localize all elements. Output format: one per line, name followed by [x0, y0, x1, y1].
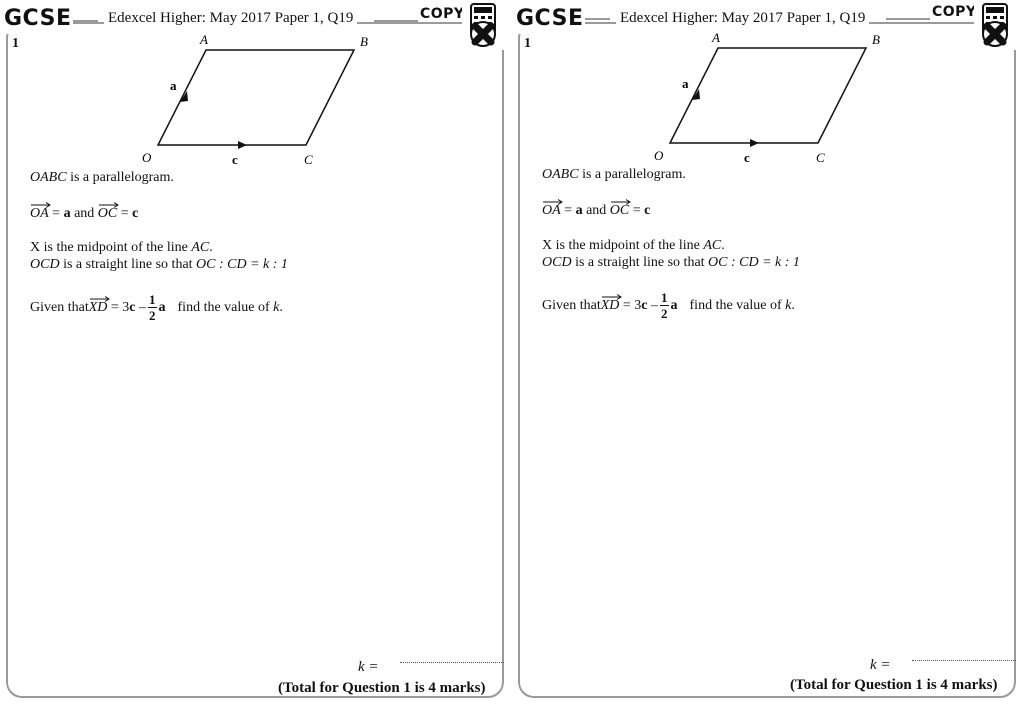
vector-oc: OC — [98, 206, 117, 222]
gcse-logo: GCSE — [4, 4, 73, 34]
statement-straight-line: OCD is a straight line so that OC : CD = k : 1 — [542, 255, 800, 270]
label-C: C — [304, 152, 313, 167]
text-oabc: OABC — [542, 167, 579, 182]
label-O: O — [654, 148, 664, 163]
vector-xd: XD — [601, 298, 620, 314]
statement-straight-line: OCD is a straight line so that OC : CD = k : 1 — [30, 257, 288, 272]
statement-parallelogram — [542, 167, 686, 183]
parallelogram-diagram — [120, 30, 400, 170]
gcse-logo: GCSE — [516, 4, 585, 34]
label-vector-c: c — [232, 152, 238, 167]
copy-label: COPY — [932, 4, 977, 20]
statement-parallelogram — [30, 170, 174, 186]
label-vector-a: a — [170, 78, 177, 93]
bold-a: a — [63, 206, 71, 221]
arrow-c-icon — [750, 139, 759, 147]
fraction-half: $\frac{1}{2}$ — [661, 290, 668, 321]
label-vector-a: a — [682, 76, 689, 91]
statement-given: Given that XD = 3 c – $\frac{1}{2}$ a find the value of k . — [542, 290, 795, 321]
text-parallelogram: is a parallelogram. — [66, 170, 174, 185]
answer-line[interactable] — [912, 660, 1016, 661]
parallelogram-diagram — [632, 28, 912, 168]
vector-oc: OC — [610, 203, 629, 219]
label-O: O — [142, 150, 152, 165]
total-marks: (Total for Question 1 is 4 marks) — [278, 680, 486, 696]
text-oabc: OABC — [30, 170, 67, 185]
statement-midpoint: X is the midpoint of the line AC. — [30, 240, 213, 255]
bold-a: a — [575, 203, 583, 218]
label-C: C — [816, 150, 825, 165]
bold-c: c — [132, 206, 139, 221]
label-B: B — [360, 34, 368, 49]
answer-line[interactable] — [400, 662, 504, 663]
no-calculator-icon — [462, 2, 504, 50]
header-rule — [886, 18, 934, 20]
statement-midpoint: X is the midpoint of the line AC. — [542, 238, 725, 253]
vector-xd: XD — [89, 300, 108, 316]
bold-c: c — [644, 203, 651, 218]
label-B: B — [872, 32, 880, 47]
vector-oa: OA — [30, 206, 49, 222]
statement-vectors: OA = a and OC = c — [30, 206, 138, 222]
question-number: 1 — [12, 36, 19, 51]
total-marks: (Total for Question 1 is 4 marks) — [790, 677, 998, 693]
arrow-c-icon — [238, 141, 247, 149]
worksheet-right — [512, 0, 1024, 709]
label-A: A — [200, 32, 208, 47]
no-calculator-icon — [974, 2, 1016, 50]
statement-given: Given that XD = 3 c – $\frac{1}{2}$ a find the value of k . — [30, 292, 283, 323]
label-A: A — [712, 30, 720, 45]
copy-label: COPY — [420, 6, 465, 22]
header-rule — [374, 20, 422, 22]
header-title: Edexcel Higher: May 2017 Paper 1, Q19 — [616, 10, 869, 27]
answer-label: k = — [870, 657, 891, 673]
text-parallelogram: is a parallelogram. — [578, 167, 686, 182]
vector-oa: OA — [542, 203, 561, 219]
label-vector-c: c — [744, 150, 750, 165]
question-number: 1 — [524, 36, 531, 51]
header-title: Edexcel Higher: May 2017 Paper 1, Q19 — [104, 10, 357, 27]
fraction-half: $\frac{1}{2}$ — [149, 292, 156, 323]
statement-vectors: OA = a and OC = c — [542, 203, 650, 219]
answer-label: k = — [358, 659, 379, 675]
